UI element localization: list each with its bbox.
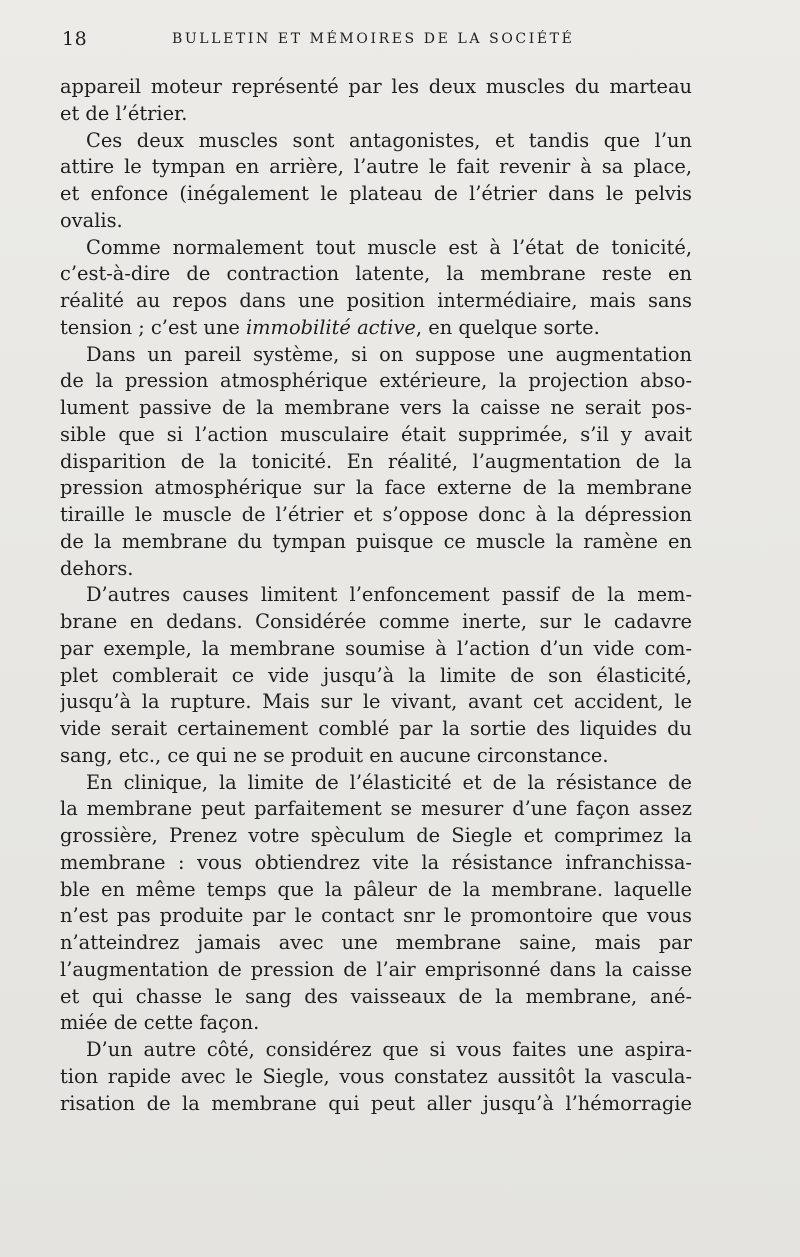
text-line: Dans un pareil système, si on suppose une augmentation [86, 342, 692, 366]
paragraph-1 [60, 74, 692, 128]
text-line: brane en dedans. Considérée comme inerte, sur le cadavre [60, 610, 692, 633]
text-line: sible que si l’action musculaire était supprimée, s’il y avait [60, 422, 692, 446]
text-line: la membrane peut parfaitement se mesurer d’une façon assez [60, 797, 692, 821]
text-line: Ces deux muscles sont antagonistes, et tandis que l’un [86, 128, 692, 152]
text-line: disparition de la tonicité. En réalité, l’augmentation de la [60, 449, 692, 473]
text-line: et de l’étrier. [60, 101, 188, 125]
text-line [60, 315, 692, 342]
page-number: 18 [62, 28, 88, 50]
text-line: l’augmentation de pression de l’air emprisonné dans la caisse [60, 957, 692, 981]
text-line: et enfonce (inégalement le plateau de l’étrier dans le pelvis [60, 182, 692, 205]
paragraph-6 [60, 770, 692, 1038]
text-line: plet comblerait ce vide jusqu’à la limite de son élasticité, [60, 663, 692, 687]
text-line: D’autres causes limitent l’enfoncement passif de la mem- [86, 583, 692, 607]
text-line: par exemple, la membrane soumise à l’action d’un vide com- [60, 636, 692, 660]
text-line: n’est pas produite par le contact snr le promontoire que vous [60, 904, 692, 928]
text-line: c’est-à-dire de contraction latente, la membrane reste en [60, 262, 692, 286]
paragraph-2 [60, 128, 692, 235]
paragraph-4 [60, 342, 692, 583]
running-header [62, 28, 762, 52]
text-line: lument passive de la membrane vers la caisse ne serait pos- [60, 396, 692, 419]
text-line: En clinique, la limite de l’élasticité et de la résistance de [86, 770, 692, 794]
text-line: de la pression atmosphérique extérieure, la projection abso- [60, 369, 692, 393]
text-line: pression atmosphérique sur la face externe de la membrane [60, 476, 692, 500]
running-title: BULLETIN ET MÉMOIRES DE LA SOCIÉTÉ [172, 31, 575, 47]
text-line: dehors. [60, 556, 134, 580]
text-line: ble en même temps que la pâleur de la membrane. laquelle [60, 877, 692, 901]
line-segment: , en quelque sorte. [415, 315, 600, 339]
text-line: appareil moteur représenté par les deux muscles du marteau [60, 75, 692, 98]
paragraph-3 [60, 235, 692, 342]
text-line: ovalis. [60, 208, 123, 232]
italic-phrase: immobilité active [245, 315, 416, 339]
line-segment: tension ; c’est une [60, 315, 246, 339]
text-line: membrane : vous obtiendrez vite la résistance infranchissa- [60, 850, 692, 874]
text-line: jusqu’à la rupture. Mais sur le vivant, avant cet accident, le [60, 690, 692, 714]
text-line: sang, etc., ce qui ne se produit en aucune circonstance. [60, 743, 609, 767]
text-line: réalité au repos dans une position intermédiaire, mais sans [60, 289, 692, 312]
paragraph-5 [60, 582, 692, 769]
paragraph-7 [60, 1037, 692, 1117]
text-line: n’atteindrez jamais avec une membrane saine, mais par [60, 931, 692, 954]
text-line: de la membrane du tympan puisque ce muscle la ramène en [60, 529, 692, 553]
text-line: attire le tympan en arrière, l’autre le fait revenir à sa place, [60, 155, 692, 179]
text-line: D’un autre côté, considérez que si vous faites une aspira- [86, 1038, 692, 1061]
text-line: tiraille le muscle de l’étrier et s’oppose donc à la dépression [60, 503, 692, 526]
text-line: miée de cette façon. [60, 1011, 260, 1035]
text-line: tion rapide avec le Siegle, vous constatez aussitôt la vascula- [60, 1064, 692, 1088]
body-text [60, 74, 692, 1117]
text-line: Comme normalement tout muscle est à l’état de tonicité, [86, 235, 692, 259]
text-line: vide serait certainement comblé par la sortie des liquides du [60, 717, 692, 740]
text-line: risation de la membrane qui peut aller jusqu’à l’hémorragie [60, 1091, 692, 1115]
text-line: grossière, Prenez votre spèculum de Siegle et comprimez la [60, 824, 692, 847]
text-line: et qui chasse le sang des vaisseaux de la membrane, ané- [60, 984, 692, 1008]
